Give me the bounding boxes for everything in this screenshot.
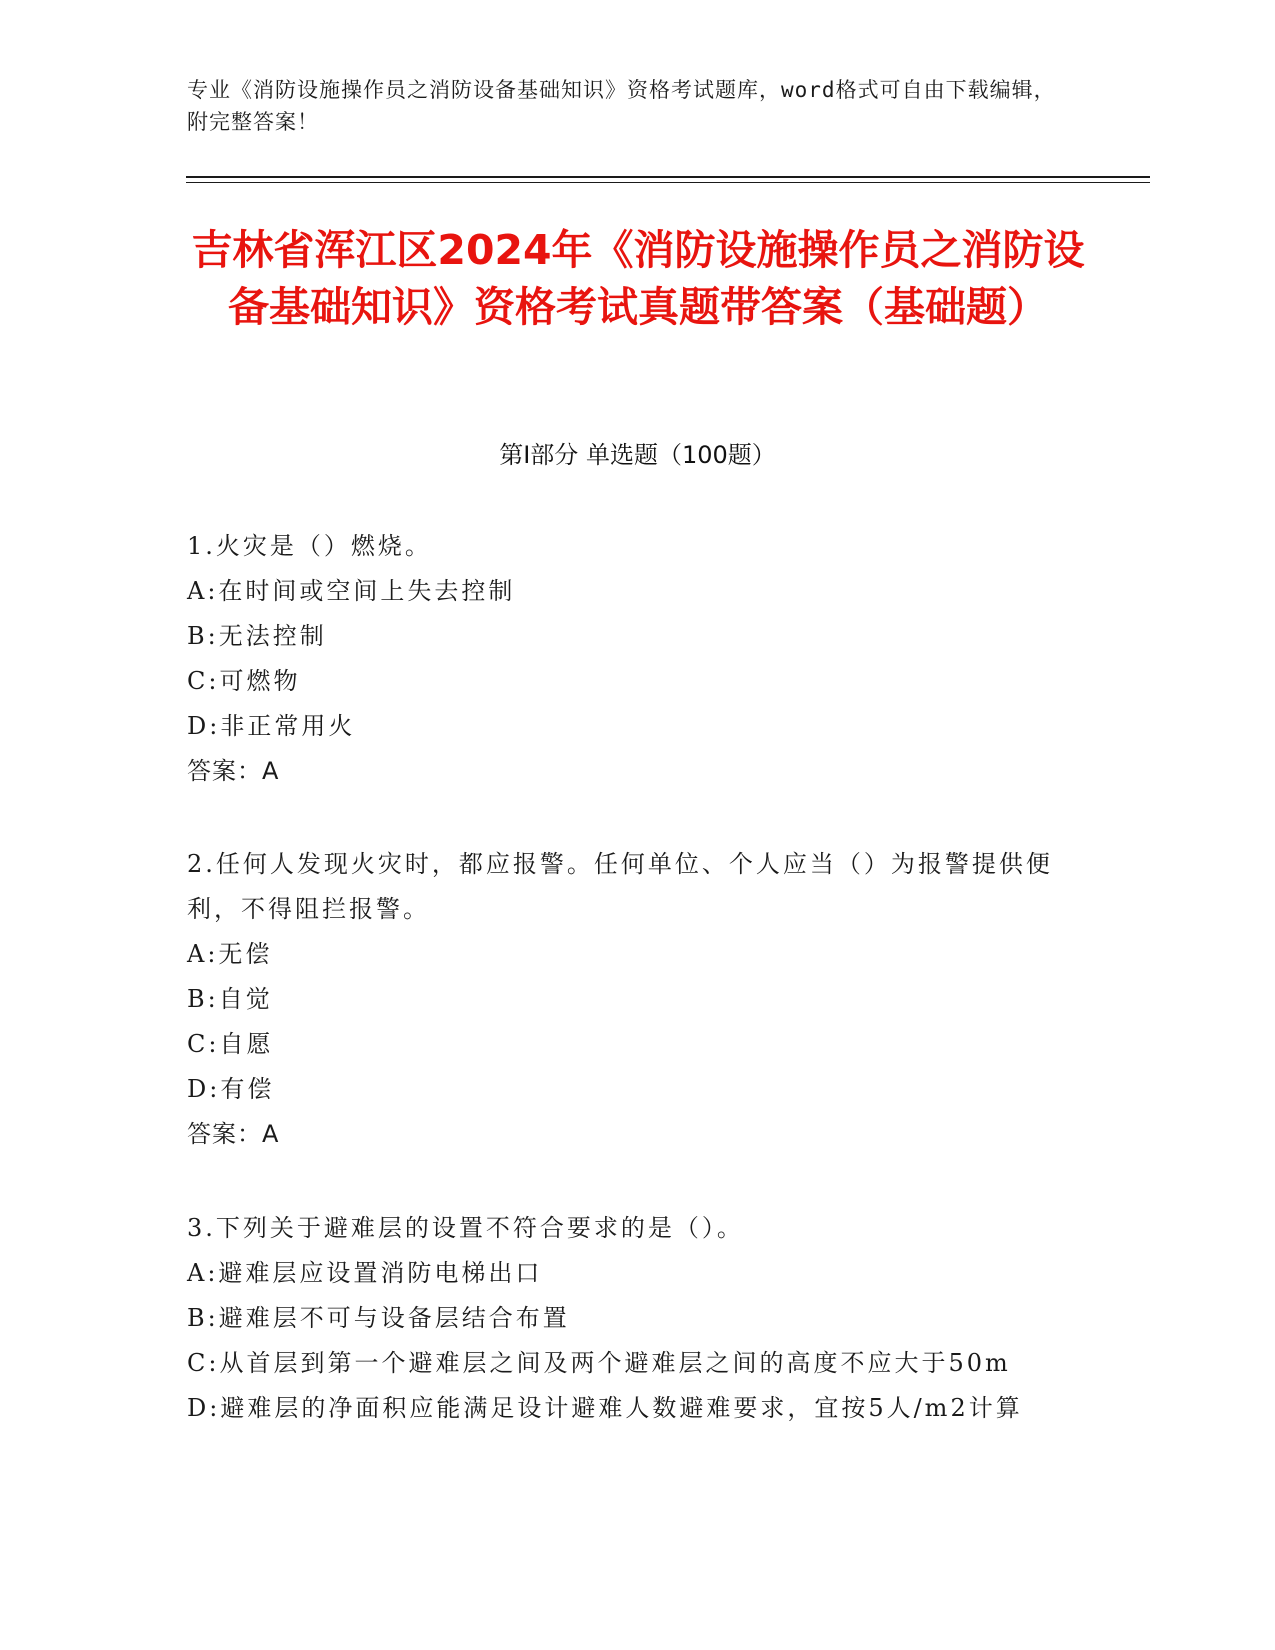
question-stem: 2.任何人发现火灾时，都应报警。任何单位、个人应当（）为报警提供便利，不得阻拦报警。	[187, 850, 1053, 923]
answer-label: 答案：A	[187, 757, 280, 785]
option-d: D:有偿	[187, 1075, 275, 1103]
option-b: B:无法控制	[187, 622, 327, 650]
question-stem: 1.火灾是（）燃烧。	[187, 532, 432, 560]
option-c: C:可燃物	[187, 667, 301, 695]
option-b: B:避难层不可与设备层结合布置	[187, 1304, 570, 1332]
option-d: D:避难层的净面积应能满足设计避难人数避难要求，宜按5人/m2计算	[187, 1394, 1023, 1422]
intro-text: 专业《消防设施操作员之消防设备基础知识》资格考试题库，word格式可自由下载编辑，附完整答案！	[187, 78, 1056, 134]
question-stem: 3.下列关于避难层的设置不符合要求的是（）。	[187, 1214, 744, 1242]
header-divider-thick	[186, 176, 1150, 178]
option-c: C:从首层到第一个避难层之间及两个避难层之间的高度不应大于50m	[187, 1349, 1011, 1377]
option-c: C:自愿	[187, 1030, 274, 1058]
option-d: D:非正常用火	[187, 712, 356, 740]
option-a: A:在时间或空间上失去控制	[187, 577, 516, 605]
section-heading: 第I部分 单选题（100题）	[499, 441, 776, 469]
option-b: B:自觉	[187, 985, 273, 1013]
option-a: A:无偿	[187, 940, 273, 968]
option-a: A:避难层应设置消防电梯出口	[187, 1259, 543, 1287]
question-1	[187, 524, 1067, 794]
document-title: 吉林省浑江区2024年《消防设施操作员之消防设备基础知识》资格考试真题带答案（基础题）	[191, 226, 1085, 331]
answer-label: 答案：A	[187, 1120, 280, 1148]
question-2	[187, 842, 1067, 1157]
question-3	[187, 1206, 1067, 1431]
header-divider-thin	[186, 182, 1150, 183]
